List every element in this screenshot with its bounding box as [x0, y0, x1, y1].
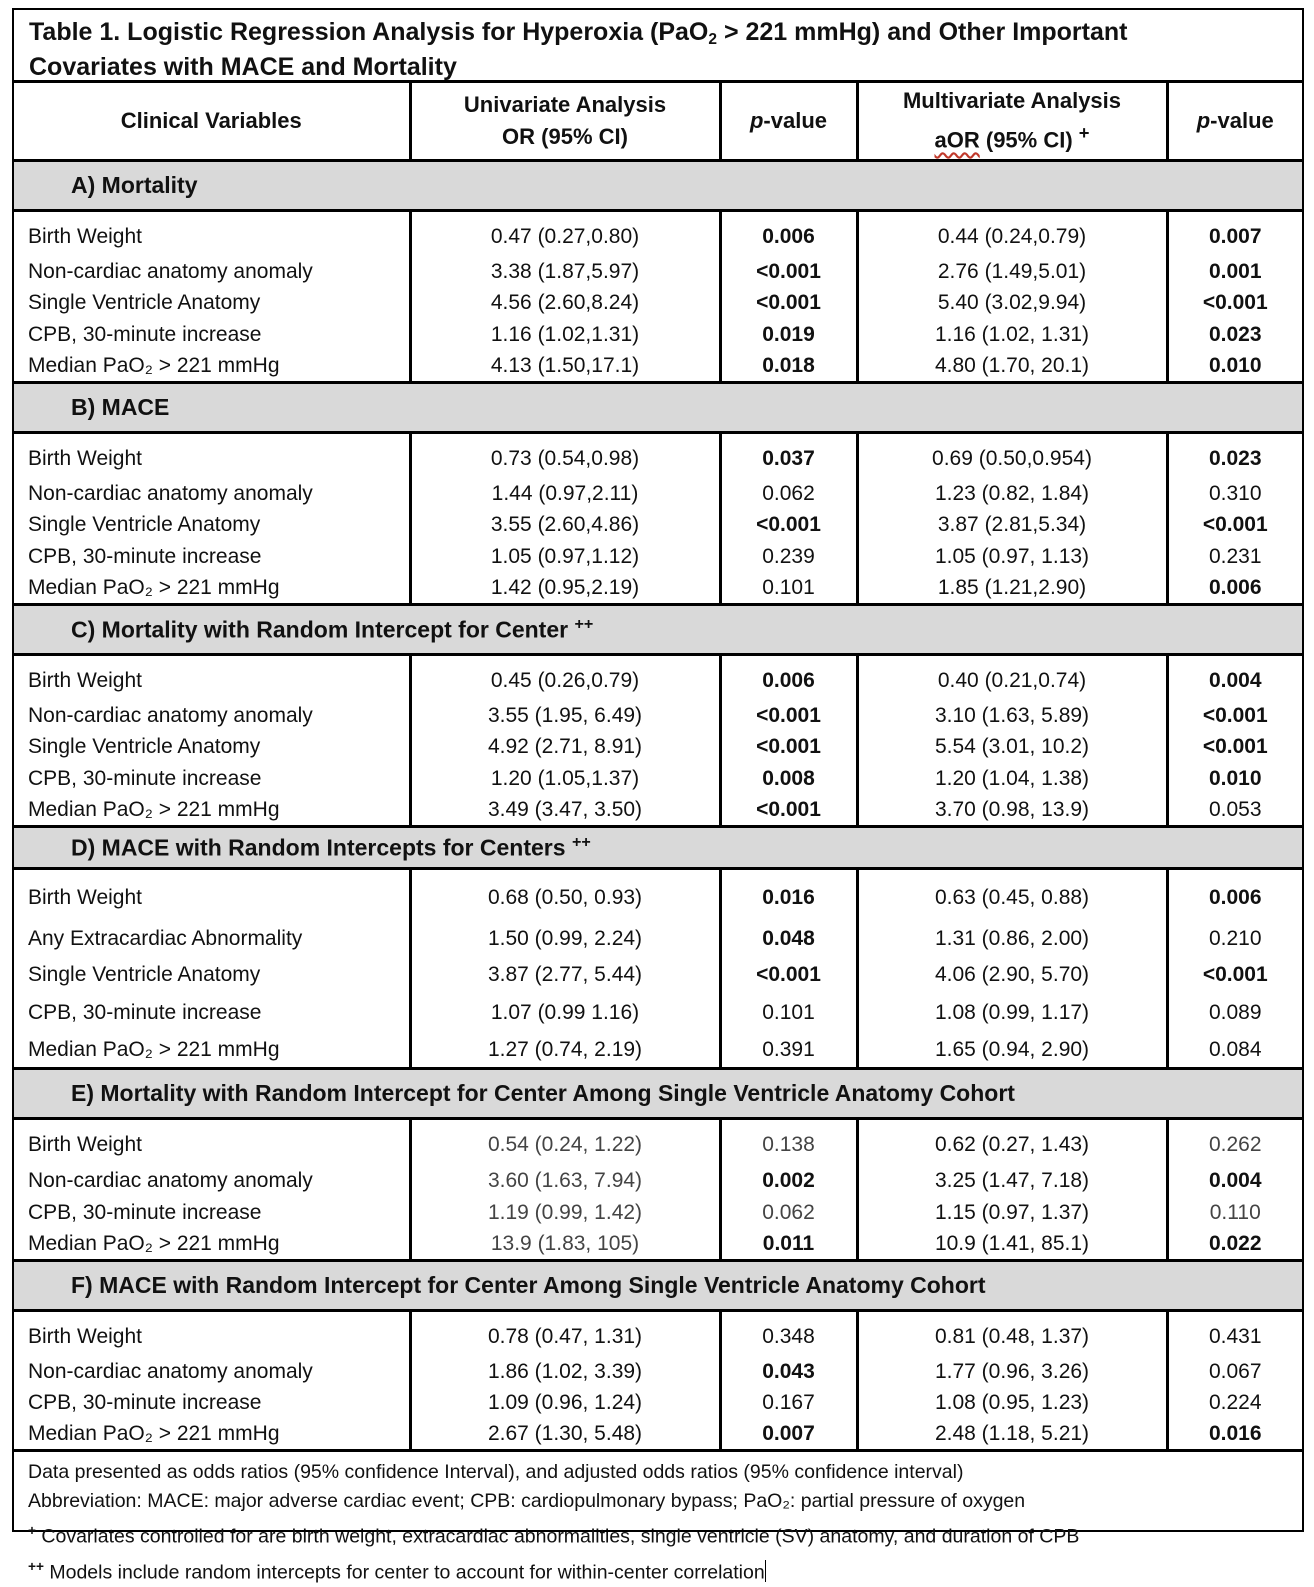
table-row [14, 869, 1302, 921]
section-label: B) MACE [71, 394, 169, 420]
table-row [14, 479, 1302, 509]
title-text-a: Table 1. Logistic Regression Analysis for Hyperoxia (PaO [29, 18, 708, 46]
cell-univariate-pvalue: 0.348 [720, 1311, 857, 1357]
cell-multivariate-pvalue: 0.016 [1167, 1419, 1302, 1451]
cell-variable: Single Ventricle Anatomy [14, 731, 410, 763]
cell-multivariate-pvalue: 0.023 [1167, 319, 1302, 351]
cell-variable: Median PaO₂ > 221 mmHg [14, 1033, 410, 1069]
footnote-4-text: Models include random intercepts for center to account for within-center correlation [44, 1561, 765, 1583]
title-line-2: Covariates with MACE and Mortality [29, 50, 1302, 85]
cell-univariate-or: 3.49 (3.47, 3.50) [410, 795, 720, 827]
cell-univariate-pvalue: 0.391 [720, 1033, 857, 1069]
cell-multivariate-aor: 1.23 (0.82, 1.84) [857, 479, 1167, 509]
cell-univariate-pvalue: 0.239 [720, 541, 857, 573]
cell-multivariate-pvalue: 0.110 [1167, 1197, 1302, 1229]
cell-univariate-pvalue: 0.043 [720, 1357, 857, 1387]
cell-univariate-or: 1.05 (0.97,1.12) [410, 541, 720, 573]
cell-univariate-pvalue: 0.062 [720, 1197, 857, 1229]
cell-univariate-pvalue: 0.002 [720, 1165, 857, 1197]
section-footnote-mark: ++ [574, 615, 593, 633]
table-row [14, 1419, 1302, 1451]
cell-multivariate-pvalue: 0.010 [1167, 351, 1302, 383]
cell-multivariate-aor: 0.62 (0.27, 1.43) [857, 1119, 1167, 1165]
cell-variable: Birth Weight [14, 433, 410, 479]
cell-variable: CPB, 30-minute increase [14, 319, 410, 351]
cell-univariate-pvalue: 0.018 [720, 351, 857, 383]
cell-multivariate-pvalue: 0.084 [1167, 1033, 1302, 1069]
section-title [14, 1069, 1302, 1119]
cell-variable: Birth Weight [14, 1119, 410, 1165]
section-header [14, 827, 1302, 869]
cell-univariate-pvalue: <0.001 [720, 731, 857, 763]
cell-multivariate-aor: 2.48 (1.18, 5.21) [857, 1419, 1167, 1451]
header-pvalue-univariate [720, 83, 857, 161]
cell-multivariate-aor: 0.69 (0.50,0.954) [857, 433, 1167, 479]
cell-variable: Single Ventricle Anatomy [14, 957, 410, 993]
cell-multivariate-aor: 0.81 (0.48, 1.37) [857, 1311, 1167, 1357]
cell-multivariate-pvalue: 0.089 [1167, 993, 1302, 1033]
cell-multivariate-pvalue: 0.006 [1167, 869, 1302, 921]
footnote-4 [28, 1552, 1302, 1587]
cell-variable: Non-cardiac anatomy anomaly [14, 1357, 410, 1387]
cell-variable: Non-cardiac anatomy anomaly [14, 479, 410, 509]
footnote-1: Data presented as odds ratios (95% confidence Interval), and adjusted odds ratios (95% confidence interval) [28, 1458, 1302, 1487]
table-row [14, 287, 1302, 319]
cell-univariate-or: 1.19 (0.99, 1.42) [410, 1197, 720, 1229]
cell-variable: CPB, 30-minute increase [14, 763, 410, 795]
cell-variable: Median PaO₂ > 221 mmHg [14, 351, 410, 383]
table-row [14, 795, 1302, 827]
cell-univariate-or: 0.78 (0.47, 1.31) [410, 1311, 720, 1357]
table-row [14, 1119, 1302, 1165]
table-row [14, 655, 1302, 701]
cell-multivariate-pvalue: <0.001 [1167, 701, 1302, 731]
cell-univariate-or: 3.60 (1.63, 7.94) [410, 1165, 720, 1197]
cell-multivariate-pvalue: 0.010 [1167, 763, 1302, 795]
table-row [14, 763, 1302, 795]
cell-univariate-or: 2.67 (1.30, 5.48) [410, 1419, 720, 1451]
cell-univariate-pvalue: <0.001 [720, 957, 857, 993]
header-pvalue-multivariate [1167, 83, 1302, 161]
cell-univariate-or: 1.27 (0.74, 2.19) [410, 1033, 720, 1069]
cell-multivariate-aor: 3.87 (2.81,5.34) [857, 509, 1167, 541]
section-title [14, 827, 1302, 869]
cell-univariate-or: 1.42 (0.95,2.19) [410, 573, 720, 605]
cell-multivariate-pvalue: 0.007 [1167, 211, 1302, 257]
cell-variable: Non-cardiac anatomy anomaly [14, 701, 410, 731]
cell-univariate-or: 0.73 (0.54,0.98) [410, 433, 720, 479]
section-title [14, 383, 1302, 433]
cell-univariate-or: 3.38 (1.87,5.97) [410, 257, 720, 287]
section-footnote-mark: ++ [572, 833, 591, 851]
cell-univariate-or: 1.07 (0.99 1.16) [410, 993, 720, 1033]
footnote-3 [28, 1516, 1302, 1552]
header-row [14, 83, 1302, 161]
cell-univariate-or: 4.92 (2.71, 8.91) [410, 731, 720, 763]
cell-multivariate-pvalue: 0.006 [1167, 573, 1302, 605]
cell-variable: Non-cardiac anatomy anomaly [14, 257, 410, 287]
cell-multivariate-pvalue: 0.004 [1167, 655, 1302, 701]
cell-multivariate-aor: 1.16 (1.02, 1.31) [857, 319, 1167, 351]
cell-univariate-or: 1.09 (0.96, 1.24) [410, 1387, 720, 1419]
cell-multivariate-aor: 10.9 (1.41, 85.1) [857, 1229, 1167, 1261]
table-document [12, 8, 1304, 1532]
cell-univariate-pvalue: 0.048 [720, 921, 857, 957]
cell-univariate-or: 1.16 (1.02,1.31) [410, 319, 720, 351]
footnote-3-text: Covariates controlled for are birth weight, extracardiac abnormalities, single ventricle (SV) anatomy, and duration of CPB [36, 1526, 1079, 1548]
cell-variable: Any Extracardiac Abnormality [14, 921, 410, 957]
cell-multivariate-aor: 1.08 (0.99, 1.17) [857, 993, 1167, 1033]
cell-multivariate-aor: 1.05 (0.97, 1.13) [857, 541, 1167, 573]
table-row [14, 257, 1302, 287]
cell-univariate-or: 1.50 (0.99, 2.24) [410, 921, 720, 957]
section-title [14, 161, 1302, 211]
cell-multivariate-pvalue: 0.023 [1167, 433, 1302, 479]
cell-univariate-pvalue: 0.019 [720, 319, 857, 351]
cell-variable: CPB, 30-minute increase [14, 1197, 410, 1229]
section-label: C) Mortality with Random Intercept for Center [71, 617, 574, 643]
cell-multivariate-aor: 1.65 (0.94, 2.90) [857, 1033, 1167, 1069]
header-p-italic: p [1197, 108, 1210, 133]
section-label: A) Mortality [71, 172, 198, 198]
header-p-italic: p [750, 108, 763, 133]
cell-multivariate-pvalue: 0.001 [1167, 257, 1302, 287]
table-row [14, 731, 1302, 763]
cell-multivariate-aor: 1.85 (1.21,2.90) [857, 573, 1167, 605]
table-row [14, 509, 1302, 541]
cell-multivariate-pvalue: 0.224 [1167, 1387, 1302, 1419]
table-row [14, 1229, 1302, 1261]
cell-univariate-pvalue: <0.001 [720, 795, 857, 827]
section-title [14, 605, 1302, 655]
cell-multivariate-pvalue: <0.001 [1167, 287, 1302, 319]
header-univariate-line1: Univariate Analysis [412, 89, 719, 121]
cell-multivariate-pvalue: 0.262 [1167, 1119, 1302, 1165]
header-plus-mark: + [1079, 122, 1090, 143]
table-row [14, 541, 1302, 573]
header-p-rest: -value [763, 108, 827, 133]
cell-univariate-pvalue: 0.138 [720, 1119, 857, 1165]
header-univariate [410, 83, 720, 161]
section-label: D) MACE with Random Intercepts for Centers [71, 835, 572, 861]
cell-multivariate-pvalue: 0.431 [1167, 1311, 1302, 1357]
table-row [14, 211, 1302, 257]
cell-multivariate-aor: 3.10 (1.63, 5.89) [857, 701, 1167, 731]
cell-univariate-pvalue: 0.008 [720, 763, 857, 795]
table-row [14, 319, 1302, 351]
cell-univariate-pvalue: <0.001 [720, 287, 857, 319]
section-header [14, 1261, 1302, 1311]
section-header [14, 383, 1302, 433]
section-header [14, 605, 1302, 655]
cell-multivariate-aor: 3.25 (1.47, 7.18) [857, 1165, 1167, 1197]
cell-univariate-pvalue: 0.101 [720, 993, 857, 1033]
cell-univariate-pvalue: <0.001 [720, 509, 857, 541]
cell-variable: CPB, 30-minute increase [14, 1387, 410, 1419]
cell-variable: CPB, 30-minute increase [14, 541, 410, 573]
cell-multivariate-aor: 1.20 (1.04, 1.38) [857, 763, 1167, 795]
cell-multivariate-pvalue: 0.004 [1167, 1165, 1302, 1197]
table-row [14, 993, 1302, 1033]
table-row [14, 433, 1302, 479]
cell-variable: Median PaO₂ > 221 mmHg [14, 1229, 410, 1261]
cell-multivariate-aor: 1.15 (0.97, 1.37) [857, 1197, 1167, 1229]
section-label: E) Mortality with Random Intercept for Center Among Single Ventricle Anatomy Cohort [71, 1080, 1015, 1106]
text-cursor [765, 1560, 766, 1582]
section-header [14, 1069, 1302, 1119]
cell-multivariate-pvalue: 0.210 [1167, 921, 1302, 957]
cell-univariate-pvalue: 0.007 [720, 1419, 857, 1451]
cell-univariate-or: 0.45 (0.26,0.79) [410, 655, 720, 701]
footnote-3-mark: + [28, 1523, 36, 1538]
cell-univariate-or: 1.20 (1.05,1.37) [410, 763, 720, 795]
cell-univariate-or: 3.55 (1.95, 6.49) [410, 701, 720, 731]
cell-variable: Single Ventricle Anatomy [14, 287, 410, 319]
cell-variable: Median PaO₂ > 221 mmHg [14, 1419, 410, 1451]
cell-variable: Median PaO₂ > 221 mmHg [14, 795, 410, 827]
footnotes [14, 1452, 1302, 1587]
cell-univariate-or: 0.68 (0.50, 0.93) [410, 869, 720, 921]
cell-univariate-or: 4.13 (1.50,17.1) [410, 351, 720, 383]
table-row [14, 1357, 1302, 1387]
cell-multivariate-pvalue: 0.067 [1167, 1357, 1302, 1387]
cell-univariate-pvalue: 0.011 [720, 1229, 857, 1261]
cell-multivariate-aor: 0.63 (0.45, 0.88) [857, 869, 1167, 921]
table-row [14, 573, 1302, 605]
cell-variable: Single Ventricle Anatomy [14, 509, 410, 541]
table-row [14, 351, 1302, 383]
cell-multivariate-aor: 2.76 (1.49,5.01) [857, 257, 1167, 287]
cell-multivariate-aor: 5.54 (3.01, 10.2) [857, 731, 1167, 763]
cell-multivariate-pvalue: 0.231 [1167, 541, 1302, 573]
cell-multivariate-pvalue: 0.310 [1167, 479, 1302, 509]
table-row [14, 1311, 1302, 1357]
cell-variable: Birth Weight [14, 869, 410, 921]
header-ci: (95% CI) [980, 128, 1079, 153]
cell-univariate-pvalue: 0.006 [720, 655, 857, 701]
cell-multivariate-pvalue: 0.022 [1167, 1229, 1302, 1261]
footnote-4-mark: ++ [28, 1559, 44, 1574]
cell-univariate-or: 4.56 (2.60,8.24) [410, 287, 720, 319]
header-aor: aOR [935, 128, 980, 153]
title-subscript: 2 [708, 31, 717, 48]
title-line-1 [29, 15, 1302, 50]
cell-univariate-pvalue: <0.001 [720, 257, 857, 287]
cell-univariate-pvalue: 0.006 [720, 211, 857, 257]
header-p-rest: -value [1210, 108, 1274, 133]
cell-multivariate-aor: 5.40 (3.02,9.94) [857, 287, 1167, 319]
table-row [14, 921, 1302, 957]
table-title [14, 10, 1302, 83]
table-row [14, 701, 1302, 731]
cell-univariate-pvalue: 0.037 [720, 433, 857, 479]
cell-univariate-pvalue: 0.016 [720, 869, 857, 921]
cell-multivariate-pvalue: <0.001 [1167, 957, 1302, 993]
cell-multivariate-pvalue: <0.001 [1167, 509, 1302, 541]
section-label: F) MACE with Random Intercept for Center Among Single Ventricle Anatomy Cohort [71, 1272, 986, 1298]
cell-univariate-or: 1.44 (0.97,2.11) [410, 479, 720, 509]
cell-univariate-or: 3.55 (2.60,4.86) [410, 509, 720, 541]
table-row [14, 1197, 1302, 1229]
cell-univariate-or: 1.86 (1.02, 3.39) [410, 1357, 720, 1387]
header-multivariate-line2 [859, 117, 1166, 156]
table-row [14, 1033, 1302, 1069]
header-multivariate-line1: Multivariate Analysis [859, 85, 1166, 117]
cell-variable: Median PaO₂ > 221 mmHg [14, 573, 410, 605]
table-body [14, 161, 1302, 1451]
header-univariate-line2: OR (95% CI) [412, 121, 719, 153]
footnote-2: Abbreviation: MACE: major adverse cardiac event; CPB: cardiopulmonary bypass; PaO₂: partial pressure of oxygen [28, 1487, 1302, 1516]
cell-variable: Birth Weight [14, 1311, 410, 1357]
header-clinical-variables: Clinical Variables [14, 83, 410, 161]
cell-multivariate-aor: 1.31 (0.86, 2.00) [857, 921, 1167, 957]
cell-univariate-pvalue: 0.101 [720, 573, 857, 605]
regression-table [14, 83, 1302, 1452]
cell-univariate-pvalue: 0.167 [720, 1387, 857, 1419]
cell-variable: Birth Weight [14, 211, 410, 257]
cell-univariate-or: 0.47 (0.27,0.80) [410, 211, 720, 257]
section-title [14, 1261, 1302, 1311]
cell-univariate-pvalue: <0.001 [720, 701, 857, 731]
cell-multivariate-aor: 3.70 (0.98, 13.9) [857, 795, 1167, 827]
cell-variable: CPB, 30-minute increase [14, 993, 410, 1033]
cell-multivariate-aor: 1.77 (0.96, 3.26) [857, 1357, 1167, 1387]
table-row [14, 1387, 1302, 1419]
cell-multivariate-aor: 1.08 (0.95, 1.23) [857, 1387, 1167, 1419]
cell-univariate-or: 0.54 (0.24, 1.22) [410, 1119, 720, 1165]
table-row [14, 957, 1302, 993]
cell-univariate-or: 13.9 (1.83, 105) [410, 1229, 720, 1261]
section-header [14, 161, 1302, 211]
title-text-b: > 221 mmHg) and Other Important [717, 18, 1128, 46]
cell-multivariate-aor: 0.44 (0.24,0.79) [857, 211, 1167, 257]
table-row [14, 1165, 1302, 1197]
header-multivariate [857, 83, 1167, 161]
cell-variable: Non-cardiac anatomy anomaly [14, 1165, 410, 1197]
cell-multivariate-pvalue: 0.053 [1167, 795, 1302, 827]
cell-multivariate-aor: 4.80 (1.70, 20.1) [857, 351, 1167, 383]
cell-multivariate-pvalue: <0.001 [1167, 731, 1302, 763]
cell-univariate-or: 3.87 (2.77, 5.44) [410, 957, 720, 993]
cell-multivariate-aor: 4.06 (2.90, 5.70) [857, 957, 1167, 993]
cell-multivariate-aor: 0.40 (0.21,0.74) [857, 655, 1167, 701]
cell-univariate-pvalue: 0.062 [720, 479, 857, 509]
cell-variable: Birth Weight [14, 655, 410, 701]
